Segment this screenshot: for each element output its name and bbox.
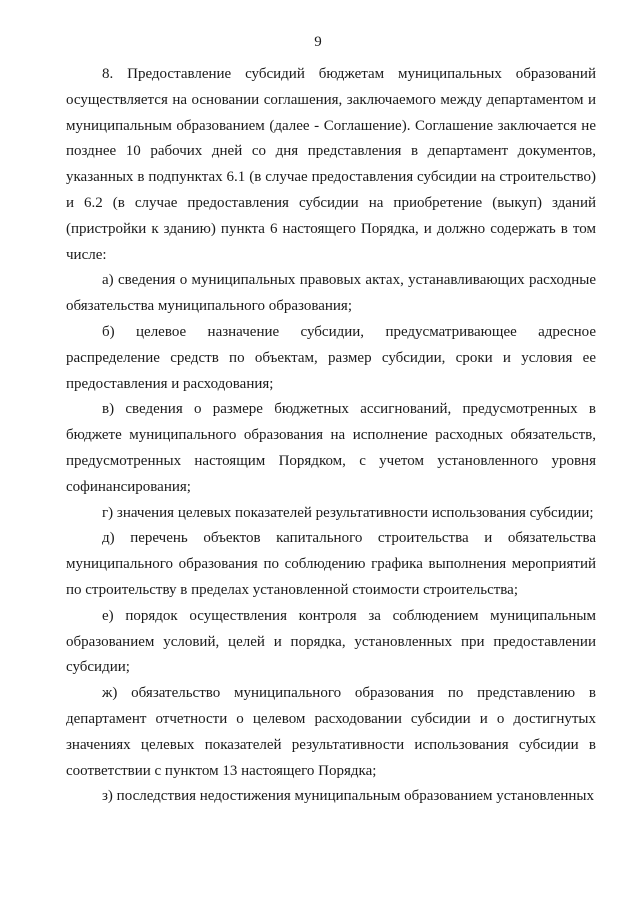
paragraph-e: е) порядок осуществления контроля за соблюдением муниципальным образованием условий, целей и порядка, установленных при предоставлении субсидии; — [66, 607, 596, 676]
paragraph-d: д) перечень объектов капитального строительства и обязательства муниципального образования по соблюдению графика выполнения мероприятий по строительству в пределах установленной стоимости строительства; — [66, 530, 596, 598]
paragraph-8: 8. Предоставление субсидий бюджетам муниципальных образований осуществляется на основании соглашения, заключаемого между департаментом и муниципальным образованием (далее - Соглашение). Соглашение заключается не позднее 10 рабочих дней со дня представления в департамент документов, указанных в подпунктах 6.1 (в случае предоставления субсидии на строительство) и 6.2 (в случае предоставления субсидии на приобретение (выкуп) зданий (пристройки к зданию) пункта 6 настоящего Порядка, и должно содержать в том числе: — [66, 66, 596, 263]
paragraph-zh: ж) обязательство муниципального образования по представлению в департамент отчетности о целевом расходовании субсидии и о достигнутых значениях целевых показателей результативности использования субсидии в соответствии с пунктом 13 настоящего Порядка; — [66, 685, 596, 779]
paragraph-b: б) целевое назначение субсидии, предусматривающее адресное распределение средств по объектам, размер субсидии, сроки и условия ее предоставления и расходования; — [66, 323, 596, 392]
paragraph-z: з) последствия недостижения муниципальным образованием установленных — [102, 788, 594, 805]
paragraph-v: в) сведения о размере бюджетных ассигнований, предусмотренных в бюджете муниципального образования на исполнение расходных обязательств, предусмотренных настоящим Порядком, с учетом установленного уровня софинансирования; — [66, 401, 596, 495]
paragraph-g: г) значения целевых показателей результативности использования субсидии; — [102, 504, 594, 521]
page-number: 9 — [314, 34, 322, 50]
document-body — [66, 62, 596, 810]
paragraph-a: а) сведения о муниципальных правовых актах, устанавливающих расходные обязательства муниципального образования; — [66, 272, 596, 315]
